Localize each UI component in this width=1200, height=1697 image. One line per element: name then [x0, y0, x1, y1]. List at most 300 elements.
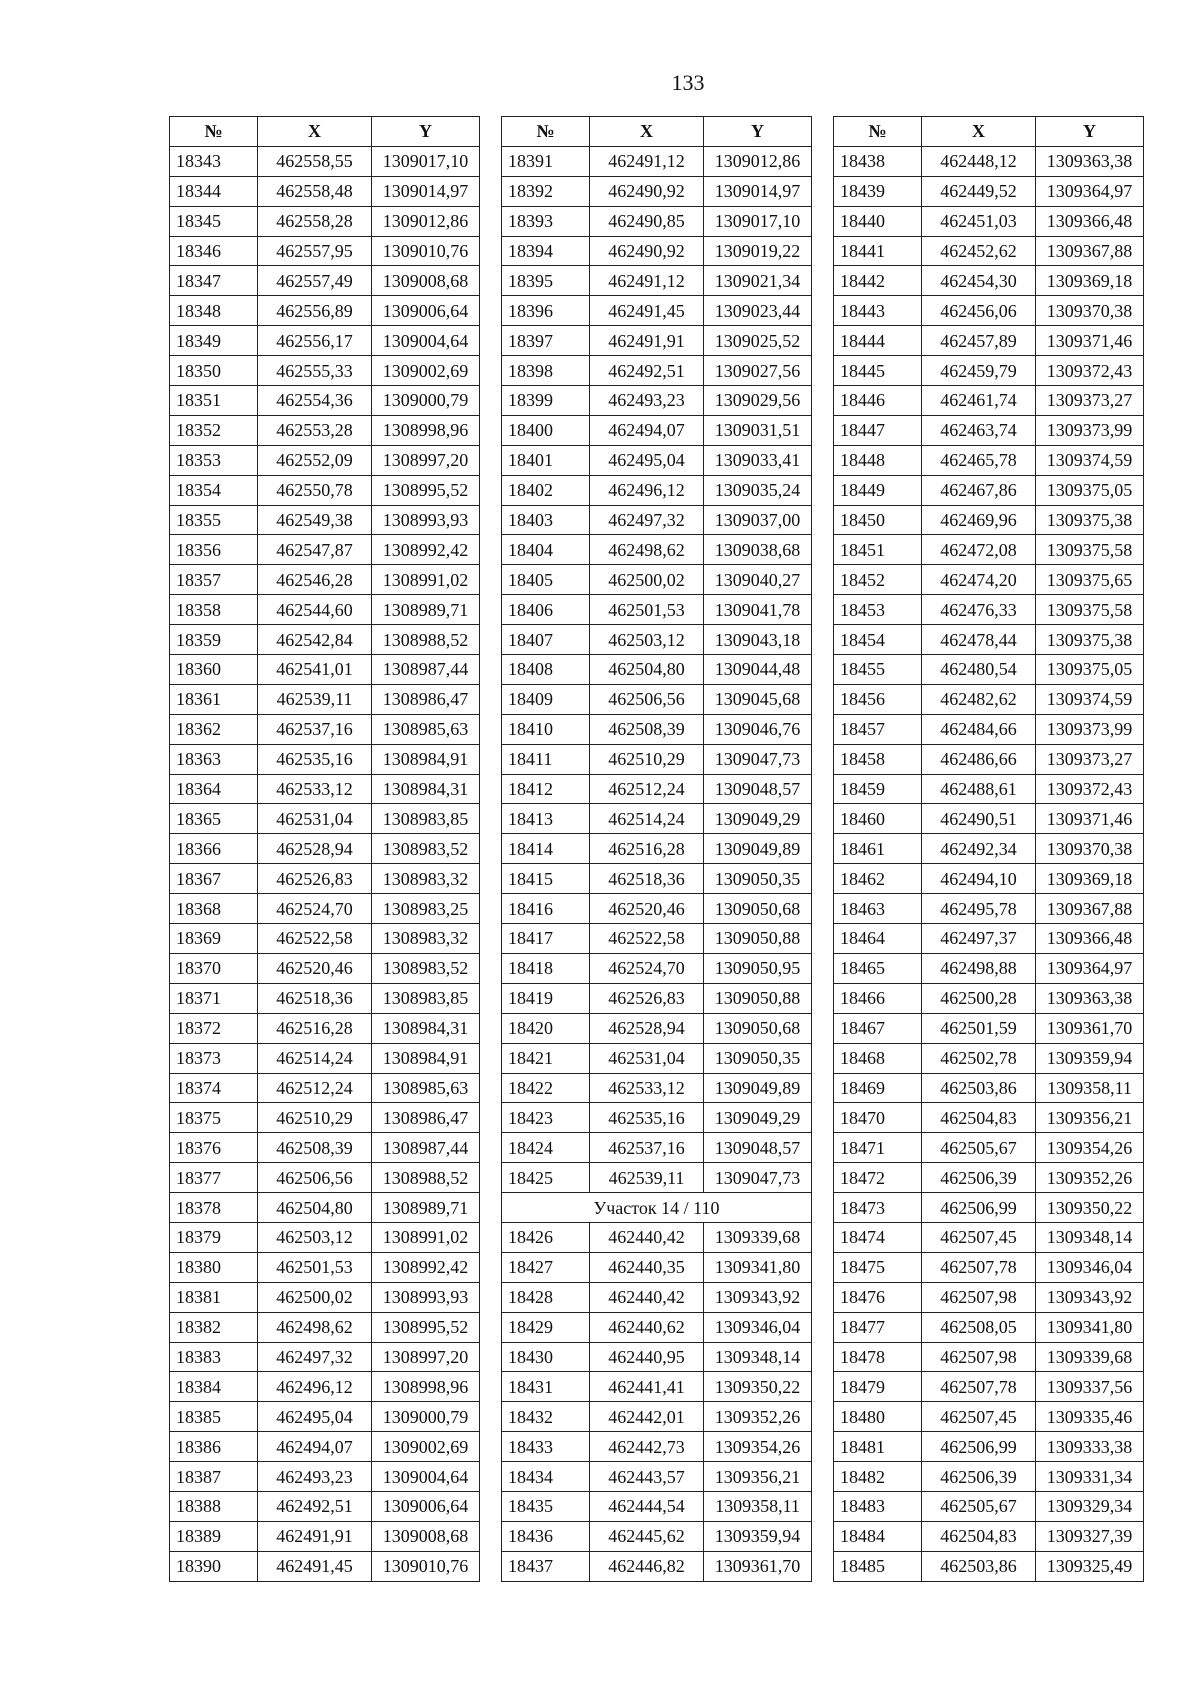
point-number-cell: 18425	[502, 1163, 590, 1193]
x-coordinate-cell: 462493,23	[258, 1462, 372, 1492]
point-number-cell: 18461	[834, 834, 922, 864]
section-row	[502, 1193, 812, 1223]
y-coordinate-cell: 1309375,05	[1036, 655, 1144, 685]
x-coordinate-cell: 462465,78	[922, 445, 1036, 475]
point-number-cell: 18464	[834, 924, 922, 954]
point-number-cell: 18396	[502, 296, 590, 326]
x-coordinate-cell: 462500,02	[258, 1282, 372, 1312]
table-row	[170, 595, 480, 625]
table-header-row	[170, 117, 480, 147]
x-coordinate-cell: 462503,12	[590, 625, 704, 655]
x-coordinate-cell: 462506,99	[922, 1193, 1036, 1223]
x-coordinate-cell: 462459,79	[922, 356, 1036, 386]
x-coordinate-cell: 462490,92	[590, 236, 704, 266]
y-coordinate-cell: 1309341,80	[1036, 1312, 1144, 1342]
point-number-cell: 18454	[834, 625, 922, 655]
y-coordinate-cell: 1308997,20	[372, 445, 480, 475]
x-coordinate-cell: 462504,80	[590, 655, 704, 685]
point-number-cell: 18437	[502, 1551, 590, 1581]
x-coordinate-cell: 462497,37	[922, 924, 1036, 954]
table-row	[502, 714, 812, 744]
y-coordinate-cell: 1309004,64	[372, 326, 480, 356]
table-row	[170, 744, 480, 774]
x-coordinate-cell: 462496,12	[590, 475, 704, 505]
point-number-cell: 18474	[834, 1222, 922, 1252]
table-row	[502, 595, 812, 625]
table-row	[170, 625, 480, 655]
x-coordinate-cell: 462451,03	[922, 206, 1036, 236]
table-row	[170, 1402, 480, 1432]
point-number-cell: 18347	[170, 266, 258, 296]
point-number-cell: 18442	[834, 266, 922, 296]
point-number-cell: 18481	[834, 1432, 922, 1462]
point-number-cell: 18351	[170, 386, 258, 416]
x-coordinate-cell: 462463,74	[922, 415, 1036, 445]
y-coordinate-cell: 1308992,42	[372, 535, 480, 565]
y-coordinate-cell: 1309341,80	[704, 1252, 812, 1282]
y-coordinate-cell: 1309367,88	[1036, 894, 1144, 924]
y-coordinate-cell: 1309375,38	[1036, 505, 1144, 535]
point-number-cell: 18467	[834, 1013, 922, 1043]
point-number-cell: 18388	[170, 1491, 258, 1521]
y-coordinate-cell: 1309050,95	[704, 953, 812, 983]
table-row	[170, 1133, 480, 1163]
y-coordinate-cell: 1309375,05	[1036, 475, 1144, 505]
y-coordinate-cell: 1308983,52	[372, 953, 480, 983]
x-coordinate-cell: 462526,83	[258, 864, 372, 894]
table-row	[834, 1282, 1144, 1312]
x-coordinate-cell: 462498,62	[258, 1312, 372, 1342]
y-coordinate-cell: 1309035,24	[704, 475, 812, 505]
table-row	[834, 1312, 1144, 1342]
table-row	[502, 565, 812, 595]
y-coordinate-cell: 1309002,69	[372, 356, 480, 386]
header-y: Y	[704, 117, 812, 147]
x-coordinate-cell: 462555,33	[258, 356, 372, 386]
point-number-cell: 18468	[834, 1043, 922, 1073]
table-row	[834, 1521, 1144, 1551]
point-number-cell: 18482	[834, 1462, 922, 1492]
point-number-cell: 18362	[170, 714, 258, 744]
x-coordinate-cell: 462440,35	[590, 1252, 704, 1282]
point-number-cell: 18422	[502, 1073, 590, 1103]
x-coordinate-cell: 462514,24	[590, 804, 704, 834]
point-number-cell: 18427	[502, 1252, 590, 1282]
table-row	[502, 1491, 812, 1521]
point-number-cell: 18345	[170, 206, 258, 236]
table-row	[834, 1372, 1144, 1402]
point-number-cell: 18451	[834, 535, 922, 565]
table-row	[834, 1551, 1144, 1581]
point-number-cell: 18406	[502, 595, 590, 625]
y-coordinate-cell: 1309046,76	[704, 714, 812, 744]
point-number-cell: 18385	[170, 1402, 258, 1432]
table-row	[834, 1013, 1144, 1043]
point-number-cell: 18402	[502, 475, 590, 505]
point-number-cell: 18377	[170, 1163, 258, 1193]
x-coordinate-cell: 462440,42	[590, 1222, 704, 1252]
y-coordinate-cell: 1309373,27	[1036, 386, 1144, 416]
x-coordinate-cell: 462454,30	[922, 266, 1036, 296]
table-row	[170, 326, 480, 356]
point-number-cell: 18455	[834, 655, 922, 685]
x-coordinate-cell: 462494,07	[258, 1432, 372, 1462]
y-coordinate-cell: 1309327,39	[1036, 1521, 1144, 1551]
x-coordinate-cell: 462492,51	[258, 1491, 372, 1521]
table-row	[170, 1222, 480, 1252]
y-coordinate-cell: 1309000,79	[372, 1402, 480, 1432]
y-coordinate-cell: 1309047,73	[704, 1163, 812, 1193]
header-x: X	[258, 117, 372, 147]
table-row	[170, 1252, 480, 1282]
point-number-cell: 18399	[502, 386, 590, 416]
y-coordinate-cell: 1309012,86	[704, 146, 812, 176]
table-row	[502, 1163, 812, 1193]
table-row	[170, 296, 480, 326]
y-coordinate-cell: 1309363,38	[1036, 146, 1144, 176]
table-row	[834, 714, 1144, 744]
x-coordinate-cell: 462461,74	[922, 386, 1036, 416]
y-coordinate-cell: 1309356,21	[704, 1462, 812, 1492]
y-coordinate-cell: 1309361,70	[1036, 1013, 1144, 1043]
point-number-cell: 18373	[170, 1043, 258, 1073]
x-coordinate-cell: 462520,46	[258, 953, 372, 983]
y-coordinate-cell: 1309348,14	[704, 1342, 812, 1372]
point-number-cell: 18390	[170, 1551, 258, 1581]
table-row	[502, 505, 812, 535]
x-coordinate-cell: 462522,58	[590, 924, 704, 954]
y-coordinate-cell: 1308993,93	[372, 505, 480, 535]
table-row	[170, 983, 480, 1013]
x-coordinate-cell: 462557,49	[258, 266, 372, 296]
table-row	[502, 1133, 812, 1163]
y-coordinate-cell: 1308983,52	[372, 834, 480, 864]
x-coordinate-cell: 462498,88	[922, 953, 1036, 983]
point-number-cell: 18418	[502, 953, 590, 983]
y-coordinate-cell: 1308986,47	[372, 1103, 480, 1133]
point-number-cell: 18344	[170, 176, 258, 206]
x-coordinate-cell: 462502,78	[922, 1043, 1036, 1073]
y-coordinate-cell: 1309375,58	[1036, 595, 1144, 625]
point-number-cell: 18477	[834, 1312, 922, 1342]
x-coordinate-cell: 462500,28	[922, 983, 1036, 1013]
point-number-cell: 18353	[170, 445, 258, 475]
x-coordinate-cell: 462491,91	[258, 1521, 372, 1551]
table-row	[502, 1013, 812, 1043]
point-number-cell: 18394	[502, 236, 590, 266]
y-coordinate-cell: 1309008,68	[372, 1521, 480, 1551]
table-row	[502, 1372, 812, 1402]
x-coordinate-cell: 462528,94	[590, 1013, 704, 1043]
table-row	[502, 1402, 812, 1432]
x-coordinate-cell: 462490,85	[590, 206, 704, 236]
page-number: 133	[671, 70, 705, 95]
point-number-cell: 18409	[502, 684, 590, 714]
point-number-cell: 18452	[834, 565, 922, 595]
y-coordinate-cell: 1309021,34	[704, 266, 812, 296]
point-number-cell: 18392	[502, 176, 590, 206]
table-row	[834, 1222, 1144, 1252]
point-number-cell: 18386	[170, 1432, 258, 1462]
table-row	[170, 1103, 480, 1133]
y-coordinate-cell: 1308984,91	[372, 1043, 480, 1073]
y-coordinate-cell: 1309348,14	[1036, 1222, 1144, 1252]
x-coordinate-cell: 462484,66	[922, 714, 1036, 744]
table-row	[170, 894, 480, 924]
table-row	[170, 953, 480, 983]
table-row	[834, 684, 1144, 714]
x-coordinate-cell: 462526,83	[590, 983, 704, 1013]
y-coordinate-cell: 1308998,96	[372, 415, 480, 445]
table-row	[502, 326, 812, 356]
point-number-cell: 18471	[834, 1133, 922, 1163]
point-number-cell: 18374	[170, 1073, 258, 1103]
table-row	[834, 1462, 1144, 1492]
x-coordinate-cell: 462504,83	[922, 1521, 1036, 1551]
point-number-cell: 18350	[170, 356, 258, 386]
x-coordinate-cell: 462495,04	[590, 445, 704, 475]
x-coordinate-cell: 462505,67	[922, 1491, 1036, 1521]
point-number-cell: 18430	[502, 1342, 590, 1372]
y-coordinate-cell: 1309350,22	[1036, 1193, 1144, 1223]
coordinates-table-1	[169, 116, 480, 1582]
x-coordinate-cell: 462445,62	[590, 1521, 704, 1551]
header-x: X	[590, 117, 704, 147]
point-number-cell: 18453	[834, 595, 922, 625]
x-coordinate-cell: 462476,33	[922, 595, 1036, 625]
table-row	[834, 1163, 1144, 1193]
x-coordinate-cell: 462501,59	[922, 1013, 1036, 1043]
point-number-cell: 18432	[502, 1402, 590, 1432]
y-coordinate-cell: 1309354,26	[704, 1432, 812, 1462]
y-coordinate-cell: 1308985,63	[372, 714, 480, 744]
table-row	[502, 146, 812, 176]
table-row	[834, 924, 1144, 954]
y-coordinate-cell: 1308983,25	[372, 894, 480, 924]
y-coordinate-cell: 1309369,18	[1036, 864, 1144, 894]
point-number-cell: 18358	[170, 595, 258, 625]
x-coordinate-cell: 462510,29	[590, 744, 704, 774]
x-coordinate-cell: 462546,28	[258, 565, 372, 595]
table-row	[834, 894, 1144, 924]
x-coordinate-cell: 462493,23	[590, 386, 704, 416]
point-number-cell: 18480	[834, 1402, 922, 1432]
point-number-cell: 18466	[834, 983, 922, 1013]
point-number-cell: 18470	[834, 1103, 922, 1133]
point-number-cell: 18448	[834, 445, 922, 475]
table-row	[170, 206, 480, 236]
y-coordinate-cell: 1309335,46	[1036, 1402, 1144, 1432]
y-coordinate-cell: 1309041,78	[704, 595, 812, 625]
point-number-cell: 18352	[170, 415, 258, 445]
coordinates-table-3	[833, 116, 1144, 1582]
table-row	[834, 356, 1144, 386]
point-number-cell: 18404	[502, 535, 590, 565]
x-coordinate-cell: 462514,24	[258, 1043, 372, 1073]
point-number-cell: 18460	[834, 804, 922, 834]
y-coordinate-cell: 1309006,64	[372, 1491, 480, 1521]
table-row	[502, 1462, 812, 1492]
y-coordinate-cell: 1309343,92	[1036, 1282, 1144, 1312]
point-number-cell: 18424	[502, 1133, 590, 1163]
x-coordinate-cell: 462554,36	[258, 386, 372, 416]
y-coordinate-cell: 1309352,26	[1036, 1163, 1144, 1193]
table-row	[834, 565, 1144, 595]
y-coordinate-cell: 1308988,52	[372, 625, 480, 655]
table-row	[834, 146, 1144, 176]
y-coordinate-cell: 1309369,18	[1036, 266, 1144, 296]
point-number-cell: 18357	[170, 565, 258, 595]
table-row	[502, 206, 812, 236]
point-number-cell: 18381	[170, 1282, 258, 1312]
y-coordinate-cell: 1309346,04	[704, 1312, 812, 1342]
x-coordinate-cell: 462491,12	[590, 266, 704, 296]
x-coordinate-cell: 462442,01	[590, 1402, 704, 1432]
table-row	[502, 1521, 812, 1551]
y-coordinate-cell: 1308984,31	[372, 774, 480, 804]
table-row	[170, 146, 480, 176]
table-row	[170, 415, 480, 445]
y-coordinate-cell: 1309354,26	[1036, 1133, 1144, 1163]
point-number-cell: 18447	[834, 415, 922, 445]
y-coordinate-cell: 1309019,22	[704, 236, 812, 266]
y-coordinate-cell: 1309008,68	[372, 266, 480, 296]
y-coordinate-cell: 1309358,11	[704, 1491, 812, 1521]
y-coordinate-cell: 1309040,27	[704, 565, 812, 595]
table-row	[834, 804, 1144, 834]
x-coordinate-cell: 462507,45	[922, 1222, 1036, 1252]
point-number-cell: 18382	[170, 1312, 258, 1342]
table-row	[502, 864, 812, 894]
x-coordinate-cell: 462452,62	[922, 236, 1036, 266]
table-row	[834, 1103, 1144, 1133]
table-row	[834, 445, 1144, 475]
x-coordinate-cell: 462557,95	[258, 236, 372, 266]
point-number-cell: 18405	[502, 565, 590, 595]
table-row	[170, 1013, 480, 1043]
point-number-cell: 18401	[502, 445, 590, 475]
point-number-cell: 18483	[834, 1491, 922, 1521]
table-row	[834, 1342, 1144, 1372]
y-coordinate-cell: 1308995,52	[372, 475, 480, 505]
x-coordinate-cell: 462448,12	[922, 146, 1036, 176]
y-coordinate-cell: 1308992,42	[372, 1252, 480, 1282]
table-row	[170, 445, 480, 475]
x-coordinate-cell: 462494,07	[590, 415, 704, 445]
point-number-cell: 18395	[502, 266, 590, 296]
table-row	[834, 625, 1144, 655]
y-coordinate-cell: 1309371,46	[1036, 804, 1144, 834]
y-coordinate-cell: 1308991,02	[372, 1222, 480, 1252]
y-coordinate-cell: 1309050,35	[704, 1043, 812, 1073]
y-coordinate-cell: 1309375,38	[1036, 625, 1144, 655]
x-coordinate-cell: 462535,16	[590, 1103, 704, 1133]
header-y: Y	[1036, 117, 1144, 147]
y-coordinate-cell: 1309370,38	[1036, 296, 1144, 326]
y-coordinate-cell: 1309339,68	[704, 1222, 812, 1252]
point-number-cell: 18359	[170, 625, 258, 655]
table-row	[502, 953, 812, 983]
x-coordinate-cell: 462467,86	[922, 475, 1036, 505]
y-coordinate-cell: 1309358,11	[1036, 1073, 1144, 1103]
point-number-cell: 18379	[170, 1222, 258, 1252]
table-row	[170, 804, 480, 834]
y-coordinate-cell: 1309364,97	[1036, 953, 1144, 983]
point-number-cell: 18408	[502, 655, 590, 685]
y-coordinate-cell: 1309044,48	[704, 655, 812, 685]
table-row	[170, 655, 480, 685]
table-row	[502, 894, 812, 924]
table-row	[170, 1163, 480, 1193]
y-coordinate-cell: 1309373,27	[1036, 744, 1144, 774]
table-row	[834, 1252, 1144, 1282]
table-row	[170, 356, 480, 386]
table-row	[502, 1073, 812, 1103]
y-coordinate-cell: 1308983,85	[372, 983, 480, 1013]
point-number-cell: 18434	[502, 1462, 590, 1492]
point-number-cell: 18416	[502, 894, 590, 924]
table-row	[170, 535, 480, 565]
x-coordinate-cell: 462488,61	[922, 774, 1036, 804]
x-coordinate-cell: 462497,32	[590, 505, 704, 535]
x-coordinate-cell: 462550,78	[258, 475, 372, 505]
x-coordinate-cell: 462544,60	[258, 595, 372, 625]
y-coordinate-cell: 1309325,49	[1036, 1551, 1144, 1581]
table-row	[834, 176, 1144, 206]
point-number-cell: 18346	[170, 236, 258, 266]
x-coordinate-cell: 462537,16	[590, 1133, 704, 1163]
y-coordinate-cell: 1309049,89	[704, 834, 812, 864]
table-header-row	[834, 117, 1144, 147]
point-number-cell: 18355	[170, 505, 258, 535]
point-number-cell: 18414	[502, 834, 590, 864]
table-row	[502, 1103, 812, 1133]
y-coordinate-cell: 1309033,41	[704, 445, 812, 475]
table-row	[170, 1043, 480, 1073]
table-row	[834, 655, 1144, 685]
y-coordinate-cell: 1308989,71	[372, 1193, 480, 1223]
x-coordinate-cell: 462500,02	[590, 565, 704, 595]
y-coordinate-cell: 1308998,96	[372, 1372, 480, 1402]
y-coordinate-cell: 1309010,76	[372, 236, 480, 266]
y-coordinate-cell: 1309049,89	[704, 1073, 812, 1103]
x-coordinate-cell: 462531,04	[590, 1043, 704, 1073]
x-coordinate-cell: 462472,08	[922, 535, 1036, 565]
table-row	[170, 834, 480, 864]
x-coordinate-cell: 462504,80	[258, 1193, 372, 1223]
y-coordinate-cell: 1309050,88	[704, 924, 812, 954]
x-coordinate-cell: 462533,12	[590, 1073, 704, 1103]
table-row	[170, 774, 480, 804]
y-coordinate-cell: 1308993,93	[372, 1282, 480, 1312]
x-coordinate-cell: 462558,55	[258, 146, 372, 176]
point-number-cell: 18389	[170, 1521, 258, 1551]
y-coordinate-cell: 1309343,92	[704, 1282, 812, 1312]
x-coordinate-cell: 462480,54	[922, 655, 1036, 685]
y-coordinate-cell: 1308986,47	[372, 684, 480, 714]
x-coordinate-cell: 462549,38	[258, 505, 372, 535]
y-coordinate-cell: 1308983,85	[372, 804, 480, 834]
header-number: №	[170, 117, 258, 147]
table-row	[502, 834, 812, 864]
x-coordinate-cell: 462442,73	[590, 1432, 704, 1462]
y-coordinate-cell: 1309333,38	[1036, 1432, 1144, 1462]
x-coordinate-cell: 462444,54	[590, 1491, 704, 1521]
x-coordinate-cell: 462518,36	[590, 864, 704, 894]
point-number-cell: 18398	[502, 356, 590, 386]
y-coordinate-cell: 1309363,38	[1036, 983, 1144, 1013]
x-coordinate-cell: 462556,17	[258, 326, 372, 356]
